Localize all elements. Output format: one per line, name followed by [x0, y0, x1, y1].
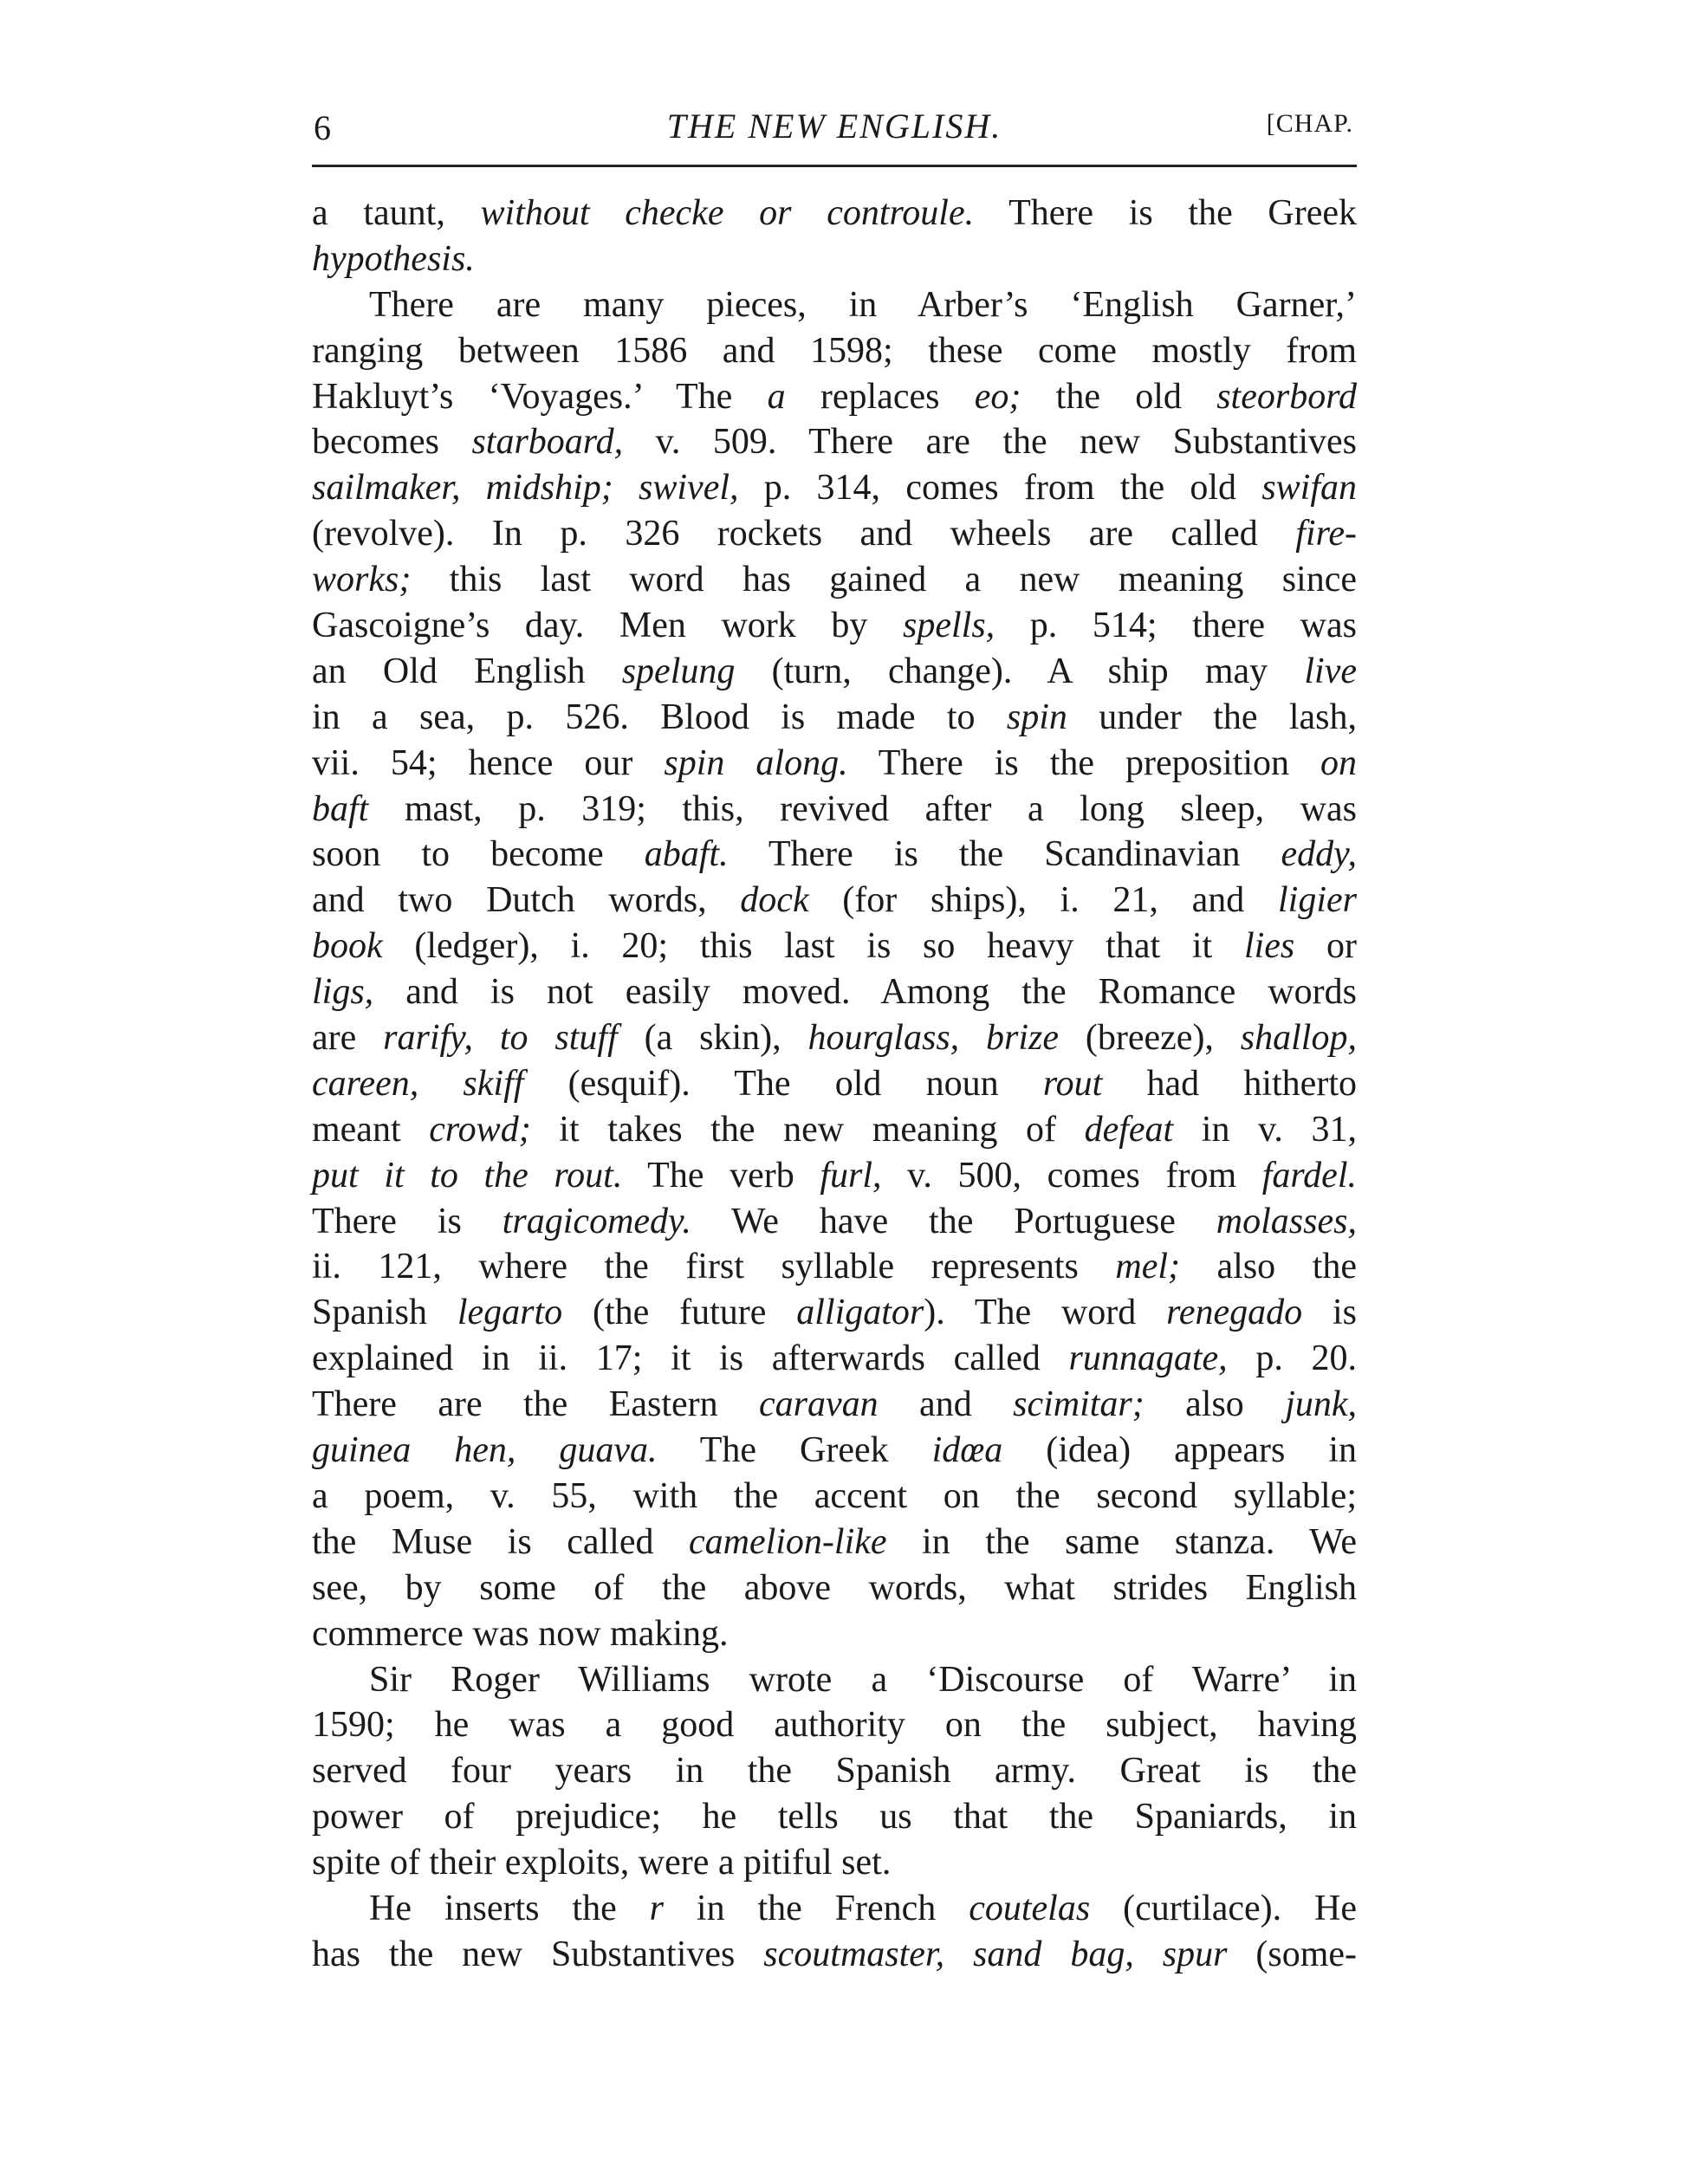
- italic-text: on: [1320, 742, 1358, 783]
- text-run: (revolve). In p. 326 rockets and wheels are called: [312, 514, 1296, 554]
- text-run: The Greek: [657, 1430, 932, 1471]
- text-run: The verb: [622, 1155, 820, 1196]
- text-run: are: [312, 1018, 384, 1059]
- italic-text: sailmaker, midship; swivel,: [312, 468, 739, 509]
- italic-text: guinea hen, guava.: [312, 1430, 658, 1471]
- text-line: [312, 465, 1357, 511]
- text-run: in a sea, p. 526. Blood is made to: [312, 697, 1007, 737]
- italic-text: spelung: [621, 651, 736, 691]
- italic-text: r: [649, 1888, 664, 1928]
- text-run: meant: [312, 1109, 430, 1150]
- text-run: explained in ii. 17; it is afterwards called: [312, 1338, 1069, 1379]
- italic-text: abaft.: [644, 834, 729, 875]
- text-line: [312, 741, 1357, 787]
- italic-text: camelion-like: [688, 1521, 887, 1562]
- text-line: [312, 1794, 1357, 1840]
- italic-text: eddy,: [1281, 834, 1357, 875]
- text-line: [312, 374, 1357, 420]
- text-run: (for ships), i. 21, and: [808, 880, 1278, 921]
- text-run: spite of their exploits, were a pitiful set.: [312, 1843, 892, 1883]
- italic-text: rout: [1042, 1063, 1103, 1104]
- italic-text: lies: [1243, 926, 1295, 967]
- text-line: [312, 878, 1357, 924]
- italic-text: spin along.: [664, 742, 848, 783]
- text-run: in the same stanza. We: [886, 1521, 1357, 1562]
- italic-text: idœa: [931, 1430, 1003, 1471]
- italic-text: steorbord: [1216, 376, 1357, 417]
- text-run: becomes: [312, 422, 472, 463]
- italic-text: crowd;: [429, 1109, 531, 1150]
- text-line: [312, 695, 1357, 741]
- italic-text: careen, skiff: [312, 1063, 524, 1104]
- text-run: ). The word: [924, 1293, 1167, 1333]
- text-run: (the future: [562, 1293, 797, 1333]
- text-run: soon to become: [312, 834, 645, 875]
- italic-text: shallop,: [1240, 1018, 1357, 1059]
- text-line: [312, 1153, 1357, 1199]
- text-line: [312, 1840, 1357, 1886]
- text-line: [312, 419, 1357, 465]
- text-run: had hitherto: [1102, 1063, 1357, 1104]
- italic-text: runnagate,: [1068, 1338, 1228, 1379]
- text-line: [312, 1290, 1357, 1336]
- italic-text: swifan: [1261, 468, 1358, 509]
- text-run: served four years in the Spanish army. Great is the: [312, 1751, 1357, 1792]
- italic-text: hypothesis.: [312, 238, 475, 279]
- italic-text: furl,: [820, 1155, 882, 1196]
- italic-text: tragicomedy.: [502, 1201, 691, 1241]
- text-run: Spanish: [312, 1293, 457, 1333]
- running-title: THE NEW ENGLISH.: [666, 107, 1002, 146]
- text-run: it takes the new meaning of: [530, 1109, 1085, 1150]
- italic-text: a: [767, 376, 786, 417]
- italic-text: spells,: [903, 606, 995, 646]
- text-run: also the: [1180, 1247, 1358, 1287]
- italic-text: mel;: [1115, 1247, 1181, 1287]
- text-line: [312, 511, 1357, 557]
- text-run: There is: [312, 1201, 503, 1241]
- text-line: [312, 1702, 1357, 1748]
- italic-text: alligator: [796, 1293, 924, 1333]
- text-line: [312, 1474, 1357, 1520]
- text-line: [312, 832, 1357, 878]
- text-line: [312, 1336, 1357, 1382]
- italic-text: junk,: [1285, 1384, 1357, 1425]
- text-run: the Muse is called: [312, 1521, 689, 1562]
- text-run: (a skin),: [617, 1018, 808, 1059]
- text-run: power of prejudice; he tells us that the Spaniards, in: [312, 1797, 1357, 1837]
- italic-text: without checke or controule.: [480, 193, 975, 233]
- text-run: vii. 54; hence our: [312, 742, 665, 783]
- text-line: [312, 1748, 1357, 1794]
- text-run: replaces: [785, 376, 975, 417]
- text-run: also: [1144, 1384, 1286, 1425]
- text-run: 1590; he was a good authority on the subject, having: [312, 1705, 1357, 1746]
- text-line: [312, 1565, 1357, 1611]
- text-line: [312, 1015, 1357, 1061]
- text-run: There are the Eastern: [312, 1384, 760, 1425]
- text-line: [312, 1244, 1357, 1290]
- text-run: There is the Scandinavian: [728, 834, 1281, 875]
- text-line: [312, 787, 1357, 833]
- italic-text: baft: [312, 788, 369, 829]
- italic-text: fire-: [1295, 514, 1357, 554]
- text-run: and is not easily moved. Among the Romance words: [373, 972, 1357, 1013]
- text-run: p. 514; there was: [995, 606, 1357, 646]
- text-run: v. 509. There are the new Substantives: [623, 422, 1357, 463]
- italic-text: legarto: [457, 1293, 563, 1333]
- chapter-mark: [CHAP.: [1266, 109, 1353, 138]
- text-run: has the new Substantives: [312, 1934, 764, 1974]
- italic-text: put it to the rout.: [312, 1155, 623, 1196]
- italic-text: coutelas: [969, 1888, 1091, 1928]
- text-run: p. 314, comes from the old: [738, 468, 1262, 509]
- text-line: [312, 1657, 1357, 1703]
- text-run: a taunt,: [312, 193, 481, 233]
- page-number: 6: [314, 108, 331, 147]
- italic-text: scoutmaster, sand bag, spur: [763, 1934, 1228, 1974]
- text-line: [312, 557, 1357, 603]
- italic-text: fardel.: [1261, 1155, 1357, 1196]
- text-line: [312, 1199, 1357, 1245]
- running-header: [312, 102, 1357, 154]
- text-run: v. 500, comes from: [881, 1155, 1262, 1196]
- text-run: (idea) appears in: [1002, 1430, 1358, 1471]
- text-run: (esquif). The old noun: [523, 1063, 1043, 1104]
- italic-text: live: [1304, 651, 1357, 691]
- text-run: ranging between 1586 and 1598; these come mostly from: [312, 330, 1357, 371]
- text-run: There are many pieces, in Arber’s ‘English Garner,’: [369, 284, 1357, 325]
- italic-text: rarify, to stuff: [383, 1018, 618, 1059]
- italic-text: eo;: [974, 376, 1021, 417]
- text-run: the old: [1021, 376, 1217, 417]
- italic-text: defeat: [1084, 1109, 1174, 1150]
- italic-text: starboard,: [471, 422, 624, 463]
- italic-text: scimitar;: [1013, 1384, 1145, 1425]
- italic-text: spin: [1006, 697, 1067, 737]
- italic-text: molasses,: [1216, 1201, 1357, 1241]
- italic-text: caravan: [759, 1384, 879, 1425]
- text-run: He inserts the: [369, 1888, 650, 1928]
- italic-text: book: [312, 926, 383, 967]
- text-run: or: [1294, 926, 1357, 967]
- text-run: a poem, v. 55, with the accent on the second syllable;: [312, 1475, 1357, 1516]
- text-run: and two Dutch words,: [312, 880, 741, 921]
- text-run: commerce was now making.: [312, 1613, 729, 1654]
- text-run: and: [878, 1384, 1014, 1425]
- text-run: We have the Portuguese: [691, 1201, 1216, 1241]
- text-run: is: [1302, 1293, 1358, 1333]
- italic-text: ligier: [1277, 880, 1357, 921]
- text-run: Hakluyt’s ‘Voyages.’ The: [312, 376, 768, 417]
- text-run: in v. 31,: [1173, 1109, 1357, 1150]
- text-line: [312, 328, 1357, 374]
- text-run: ii. 121, where the first syllable represents: [312, 1247, 1116, 1287]
- text-line: [312, 924, 1357, 969]
- text-run: (turn, change). A ship may: [735, 651, 1305, 691]
- text-run: Gascoigne’s day. Men work by: [312, 606, 903, 646]
- italic-text: ligs,: [312, 972, 374, 1013]
- text-run: Sir Roger Williams wrote a ‘Discourse of Warre’ in: [369, 1659, 1357, 1700]
- italic-text: works;: [312, 560, 412, 600]
- text-line: [312, 1428, 1357, 1474]
- body-text: [312, 191, 1357, 1978]
- text-run: (ledger), i. 20; this last is so heavy that it: [382, 926, 1244, 967]
- text-line: [312, 603, 1357, 649]
- text-run: (breeze),: [1059, 1018, 1241, 1059]
- text-line: [312, 1382, 1357, 1428]
- text-line: [312, 282, 1357, 328]
- text-run: There is the preposition: [847, 742, 1321, 783]
- italic-text: dock: [740, 880, 809, 921]
- text-run: in the French: [664, 1888, 969, 1928]
- text-run: There is the Greek: [974, 193, 1358, 233]
- text-run: p. 20.: [1227, 1338, 1357, 1379]
- text-line: [312, 1520, 1357, 1565]
- text-line: [312, 1107, 1357, 1153]
- text-run: an Old English: [312, 651, 622, 691]
- text-line: [312, 969, 1357, 1015]
- header-rule: [312, 165, 1357, 167]
- text-run: mast, p. 319; this, revived after a long sleep, was: [368, 788, 1357, 829]
- text-run: this last word has gained a new meaning since: [411, 560, 1357, 600]
- italic-text: renegado: [1166, 1293, 1303, 1333]
- text-line: [312, 649, 1357, 695]
- text-line: [312, 1886, 1357, 1932]
- text-run: see, by some of the above words, what strides English: [312, 1567, 1357, 1608]
- text-run: (curtilace). He: [1090, 1888, 1357, 1928]
- text-line: [312, 237, 1357, 282]
- text-line: [312, 1611, 1357, 1657]
- text-line: [312, 1061, 1357, 1107]
- text-line: [312, 191, 1357, 237]
- text-run: (some-: [1227, 1934, 1357, 1974]
- italic-text: hourglass, brize: [807, 1018, 1060, 1059]
- text-run: under the lash,: [1067, 697, 1357, 737]
- text-line: [312, 1932, 1357, 1978]
